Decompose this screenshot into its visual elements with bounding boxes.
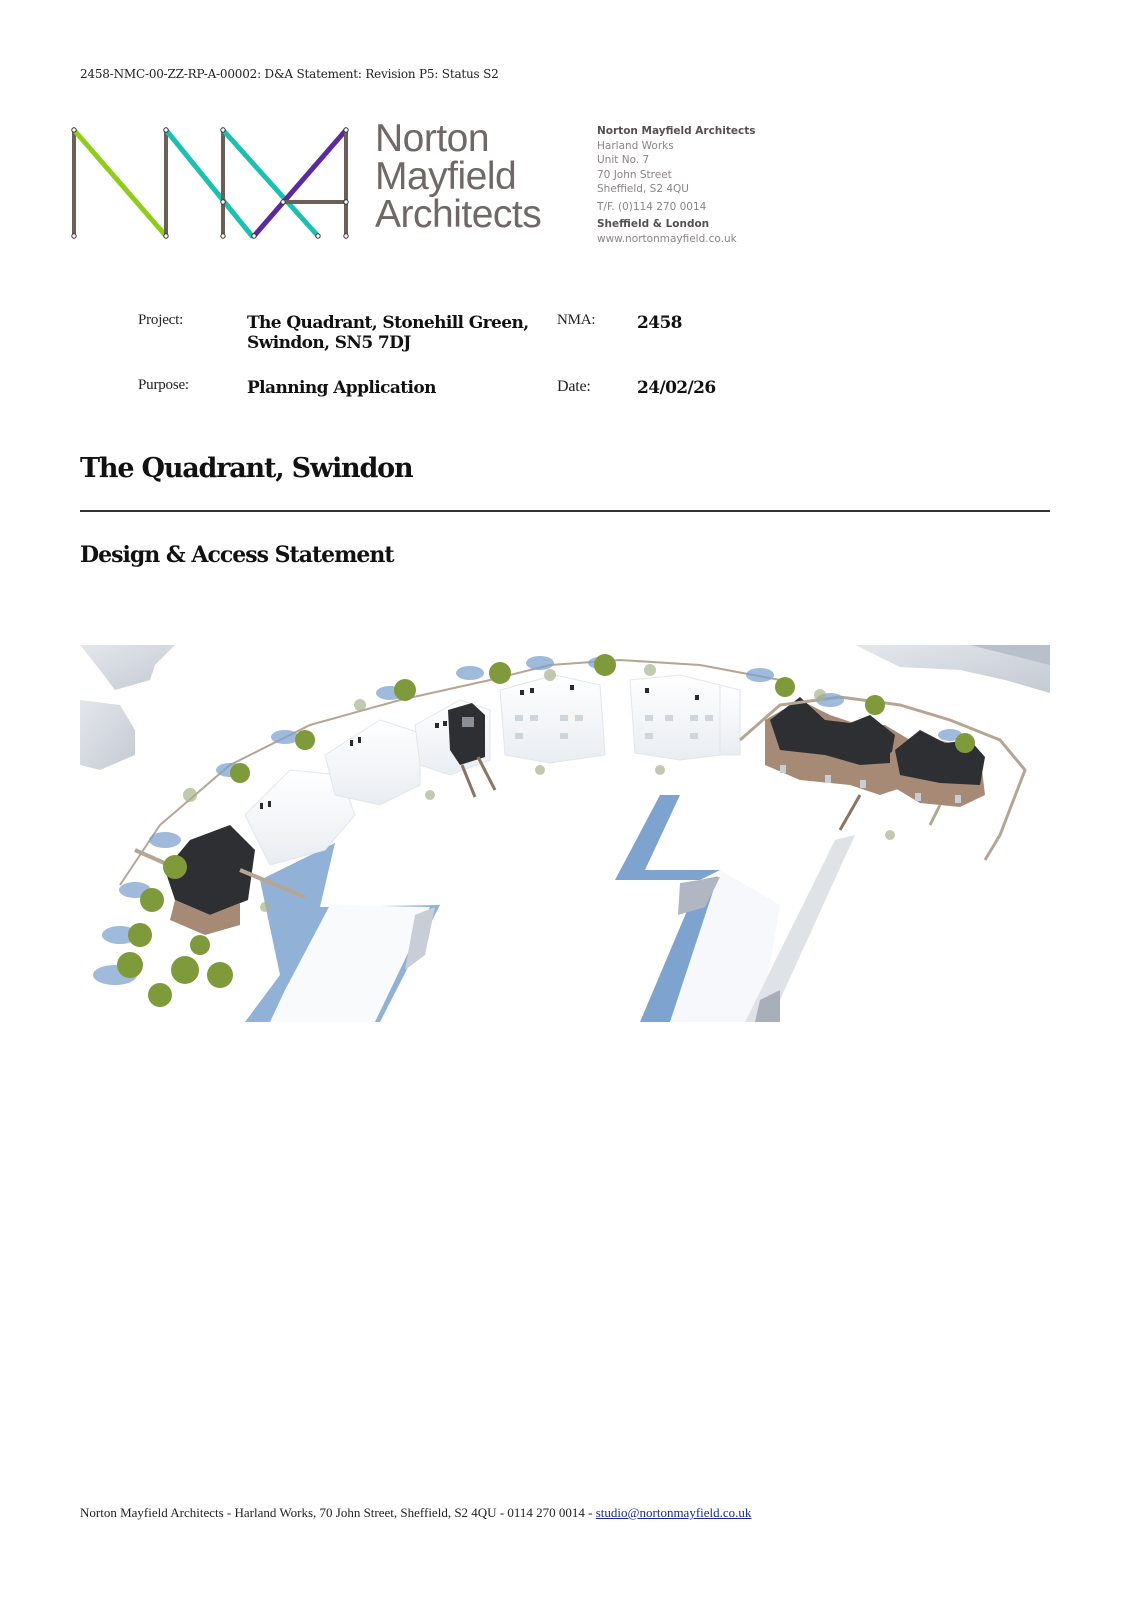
- wordmark-line: Mayfield: [375, 155, 517, 198]
- address-phone: T/F. (0)114 270 0014: [597, 200, 707, 213]
- document-title: The Quadrant, Swindon: [80, 453, 413, 484]
- purpose-value: Planning Application: [247, 378, 436, 398]
- wordmark-line: Norton: [375, 117, 490, 160]
- wordmark-line: Architects: [375, 193, 542, 236]
- company-wordmark: [375, 117, 542, 236]
- title-divider: [80, 510, 1050, 512]
- project-value-line: The Quadrant, Stonehill Green,: [247, 313, 529, 333]
- aerial-render-illustration: [80, 645, 1050, 1022]
- footer-text: Norton Mayfield Architects - Harland Works, 70 John Street, Sheffield, S2 4QU - 0114 270 0014 -: [80, 1505, 596, 1520]
- company-address: [597, 124, 756, 246]
- footer-email-link[interactable]: studio@nortonmayfield.co.uk: [595, 1505, 752, 1520]
- page-footer: [80, 1505, 751, 1521]
- document-subtitle: Design & Access Statement: [80, 542, 394, 568]
- document-reference: 2458-NMC-00-ZZ-RP-A-00002: D&A Statement: Revision P5: Status S2: [80, 67, 499, 81]
- project-value: [247, 313, 529, 353]
- address-line: Sheffield, S2 4QU: [597, 183, 689, 195]
- nma-monogram-icon: [70, 126, 360, 242]
- address-line: Harland Works: [597, 139, 674, 152]
- date-label: Date:: [557, 378, 591, 395]
- site-render-image: [80, 645, 1050, 1022]
- address-line: Unit No. 7: [597, 154, 650, 166]
- date-value: 24/02/26: [637, 378, 716, 398]
- purpose-label: Purpose:: [138, 377, 189, 393]
- address-company: Norton Mayfield Architects: [597, 125, 756, 137]
- address-website: www.nortonmayfield.co.uk: [597, 232, 737, 245]
- address-offices: Sheffield & London: [597, 218, 710, 230]
- address-line: 70 John Street: [597, 168, 672, 181]
- nma-value: 2458: [637, 313, 682, 333]
- nma-label: NMA:: [557, 312, 596, 328]
- project-value-line: Swindon, SN5 7DJ: [247, 333, 411, 353]
- company-logo-banner: [70, 117, 770, 250]
- project-label: Project:: [138, 312, 184, 328]
